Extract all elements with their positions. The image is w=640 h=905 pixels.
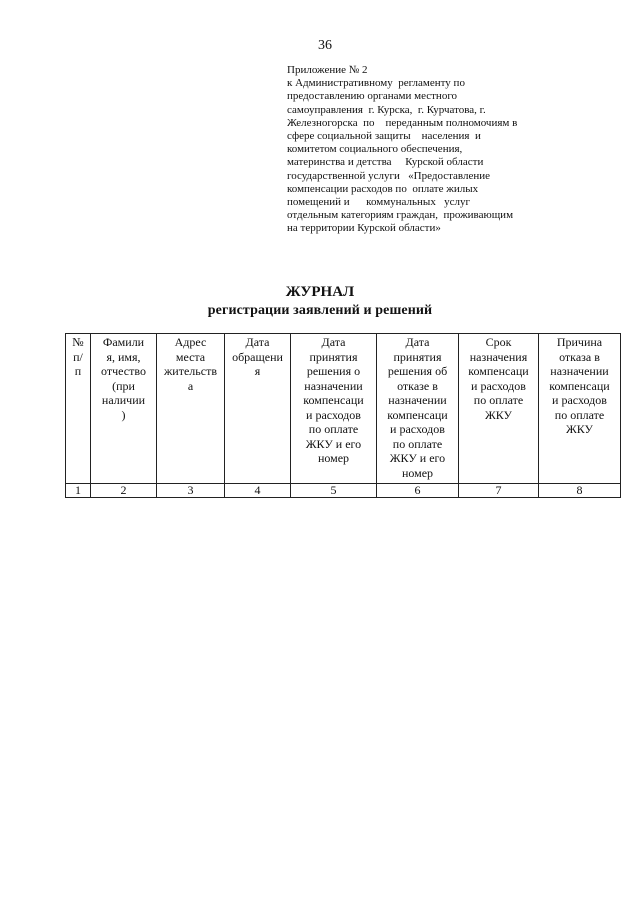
header-text-line: принятия (309, 349, 358, 364)
header-text-line: и расходов (471, 378, 526, 393)
header-cell-approval-date (291, 334, 377, 484)
header-text-line: решения об (387, 364, 448, 378)
header-text-line: назначении (550, 364, 609, 378)
header-text-line: отчество (101, 364, 146, 378)
table-header-row (66, 334, 621, 484)
header-cell-number (66, 334, 91, 484)
appendix-line: на территории Курской области» (287, 222, 441, 235)
header-text-line: по оплате (308, 422, 359, 436)
header-text-line: назначения (469, 349, 528, 364)
header-cell-application-date (225, 334, 291, 484)
column-number: 5 (291, 484, 377, 498)
header-text-line: и расходов (306, 407, 361, 422)
header-text-line: по оплате (473, 393, 524, 407)
header-text-line: по оплате (554, 407, 605, 422)
appendix-line: самоуправления г. Курска, г. Курчатова, г. (287, 103, 486, 116)
column-number: 6 (377, 484, 459, 498)
header-text-line: Причина (556, 335, 603, 349)
header-text-line: по оплате (392, 436, 443, 451)
appendix-line: компенсации расходов по оплате жилых (287, 182, 479, 195)
header-cell-fullname (91, 334, 157, 484)
header-cell-address (157, 334, 225, 484)
header-text-line: ЖКУ (565, 422, 593, 436)
column-number: 4 (225, 484, 291, 498)
registration-table (65, 333, 621, 498)
header-text-line: я, имя, (106, 349, 141, 364)
header-text-line: и расходов (390, 422, 445, 436)
header-text-line: (при (112, 378, 135, 393)
header-text-line: компенсаци (303, 393, 364, 407)
appendix-line: Железногорска по переданным полномочиям в (287, 116, 518, 129)
header-text-line: назначении (388, 393, 447, 407)
header-text-line: решения о (306, 364, 361, 378)
header-text-line: п (74, 364, 82, 378)
header-text-line: Адрес (174, 335, 207, 349)
header-text-line: компенсаци (549, 378, 610, 393)
header-text-line: п/ (73, 349, 83, 364)
header-text-line: отказа в (559, 349, 600, 364)
header-text-line: я (254, 364, 261, 378)
header-cell-refusal-date (377, 334, 459, 484)
header-text-line: жительств (164, 364, 217, 378)
appendix-line: материнства и детства Курской области (287, 156, 484, 169)
appendix-line: к Административному регламенту по (287, 77, 465, 90)
header-cell-compensation-term (459, 334, 539, 484)
header-text-line: Дата (321, 335, 346, 349)
header-text-line: отказе в (397, 378, 438, 393)
appendix-line: Приложение № 2 (287, 64, 368, 76)
appendix-line: отдельным категориям граждан, проживающим (287, 209, 514, 222)
journal-subtitle: регистрации заявлений и решений (207, 303, 433, 318)
appendix-note (287, 64, 557, 236)
appendix-line: помещений и коммунальных услуг (287, 196, 470, 209)
column-number: 7 (459, 484, 539, 498)
header-text-line: принятия (393, 349, 442, 364)
appendix-line: государственной услуги «Предоставление (287, 169, 491, 182)
header-cell-refusal-reason (539, 334, 621, 484)
column-number: 3 (157, 484, 225, 498)
header-text-line: ЖКУ и его (389, 451, 446, 465)
header-text-line: места (175, 349, 206, 364)
header-text-line: обращени (232, 349, 283, 364)
header-text-line: Дата (245, 335, 270, 349)
header-text-line: номер (317, 451, 350, 465)
header-text-line: наличии (101, 393, 146, 407)
header-text-line: ЖКУ (484, 407, 512, 422)
column-number: 8 (539, 484, 621, 498)
header-text-line: ЖКУ и его (305, 436, 362, 451)
header-text-line: а (187, 378, 194, 393)
header-text-line: номер (401, 465, 434, 480)
header-text-line: Срок (485, 335, 512, 349)
appendix-line: предоставлению органами местного (287, 90, 458, 103)
journal-title: ЖУРНАЛ (285, 284, 355, 300)
header-text-line: ) (121, 407, 126, 422)
header-text-line: Фамили (102, 335, 145, 349)
header-text-line: компенсаци (468, 364, 529, 378)
header-text-line: Дата (405, 335, 430, 349)
appendix-line: комитетом социального обеспечения, (287, 143, 463, 156)
header-text-line: и расходов (552, 393, 607, 407)
header-text-line: назначении (304, 378, 363, 393)
column-number: 1 (66, 484, 91, 498)
column-number-row (66, 484, 621, 498)
appendix-line: сфере социальной защиты населения и (287, 130, 481, 143)
page-number: 36 (318, 38, 332, 53)
header-text-line: компенсаци (387, 407, 448, 422)
header-text-line: № (72, 335, 84, 349)
column-number: 2 (91, 484, 157, 498)
